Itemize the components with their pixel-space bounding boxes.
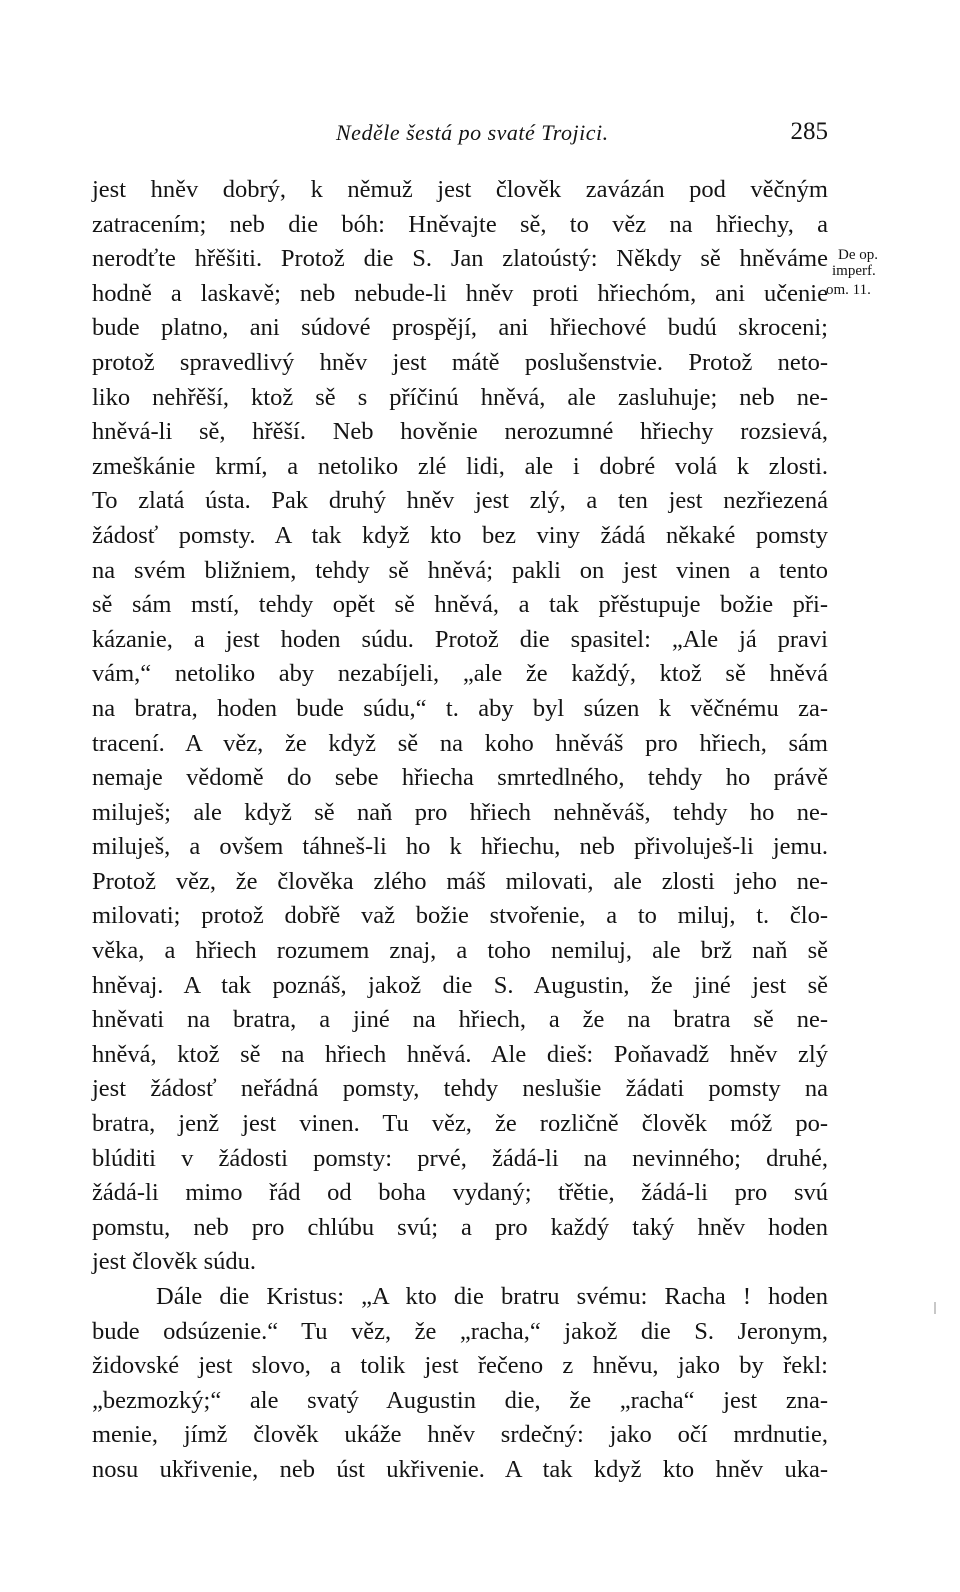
text-line: jest hněv dobrý, k němuž jest člověk zavázán pod věčným (92, 176, 828, 203)
text-line: hněvati na bratra, a jiné na hřiech, a že na bratra sě ne- (92, 1006, 828, 1034)
text-line: věka, a hřiech rozumem znaj, a toho nemiluj, ale brž naň sě (92, 937, 828, 965)
text-line: zatracením; neb die bóh: Hněvajte sě, to věz na hřiechy, a (92, 210, 828, 238)
text-line: bratra, jenž jest vinen. Tu věz, že rozličně člověk móž po- (92, 1110, 828, 1138)
running-head (92, 116, 828, 156)
text-line: jest žádosť neřádná pomsty, tehdy neslušie žádati pomsty na (92, 1075, 828, 1103)
text-line: hněvá, ktož sě na hřiech hněvá. Ale dieš: Poňavadž hněv zlý (92, 1040, 828, 1068)
text-line: židovské jest slovo, a tolik jest řečeno z hněvu, jako by řekl: (92, 1352, 828, 1380)
text-line: na bratra, hoden bude súdu,“ t. aby byl súzen k věčnému za- (92, 694, 828, 722)
text-line: hněvá-li sě, hřěší. Neb hověnie nerozumné hřiechy rozsievá, (92, 418, 828, 446)
margin-note: imperf. (832, 263, 876, 279)
page-number: 285 (790, 118, 828, 145)
margin-note: De op. (838, 247, 878, 263)
running-title: Neděle šestá po svaté Trojici. (336, 120, 609, 145)
text-line: liko nehřěší, ktož sě s příčinú hněvá, ale zasluhuje; neb ne- (92, 383, 828, 411)
text-line: hněvaj. A tak poznáš, jakož die S. Augustin, že jiné jest sě (92, 971, 828, 999)
text-line: nemaje vědomě do sebe hřiecha smrtedlného, tehdy ho právě (92, 764, 828, 792)
text-line: vám,“ netoliko aby nezabíjeli, „ale že každý, ktož sě hněvá (92, 660, 828, 688)
text-line: jest člověk súdu. (92, 1248, 256, 1276)
scan-mark (934, 1302, 936, 1314)
text-line: nerodťte hřěšiti. Protož die S. Jan zlatoústý: Někdy sě hněváme (92, 245, 828, 273)
margin-note: om. 11. (826, 282, 871, 298)
text-line: To zlatá ústa. Pak druhý hněv jest zlý, a ten jest nezřiezená (92, 487, 828, 515)
text-line: na svém bližniem, tehdy sě hněvá; pakli on jest vinen a tento (92, 556, 828, 584)
text-line: milovati; protož dobřě važ božie stvořenie, a to miluj, t. člo- (92, 902, 828, 930)
text-line: sě sám mstí, tehdy opět sě hněvá, a tak přěstupuje božie při- (92, 591, 828, 619)
text-line: Dále die Kristus: „A kto die bratru svému: Racha ! hoden (156, 1283, 828, 1310)
text-line: pomstu, neb pro chlúbu svú; a pro každý taký hněv hoden (92, 1213, 828, 1241)
text-line: hodně a laskavě; neb nebude-li hněv proti hřiechóm, ani učenie (92, 279, 828, 307)
text-line: protož spravedlivý hněv jest mátě poslušenstvie. Protož neto- (92, 348, 828, 376)
text-line: Protož věz, že člověka zlého máš milovati, ale zlosti jeho ne- (92, 867, 828, 895)
text-line: tracení. A věz, že když sě na koho hněváš pro hřiech, sám (92, 729, 828, 757)
text-line: zmeškánie krmí, a netoliko zlé lidi, ale i dobré volá k zlosti. (92, 452, 828, 480)
text-line: miluješ, a ovšem táhneš-li ho k hřiechu, neb přivoluješ-li jemu. (92, 833, 828, 861)
body-text (92, 173, 828, 1488)
text-line: bude platno, ani súdové prospějí, ani hřiechové budú skroceni; (92, 314, 828, 342)
text-line: bude odsúzenie.“ Tu věz, že „racha,“ jakož die S. Jeronym, (92, 1317, 828, 1345)
text-line: kázanie, a jest hoden súdu. Protož die spasitel: „Ale já pravi (92, 625, 828, 653)
text-line: miluješ; ale když sě naň pro hřiech nehněváš, tehdy ho ne- (92, 798, 828, 826)
text-line: blúditi v žádosti pomsty: prvé, žádá-li na nevinného; druhé, (92, 1144, 828, 1172)
text-line: nosu ukřivenie, neb úst ukřivenie. A tak když kto hněv uka- (92, 1455, 828, 1483)
text-line: žádá-li mimo řád od boha vydaný; třětie, žádá-li pro svú (92, 1179, 828, 1207)
text-line: žádosť pomsty. A tak když kto bez viny žádá někaké pomsty (92, 521, 828, 549)
text-line: menie, jímž člověk ukáže hněv srdečný: jako očí mrdnutie, (92, 1421, 828, 1449)
text-line: „bezmozký;“ ale svatý Augustin die, že „racha“ jest zna- (92, 1386, 828, 1414)
